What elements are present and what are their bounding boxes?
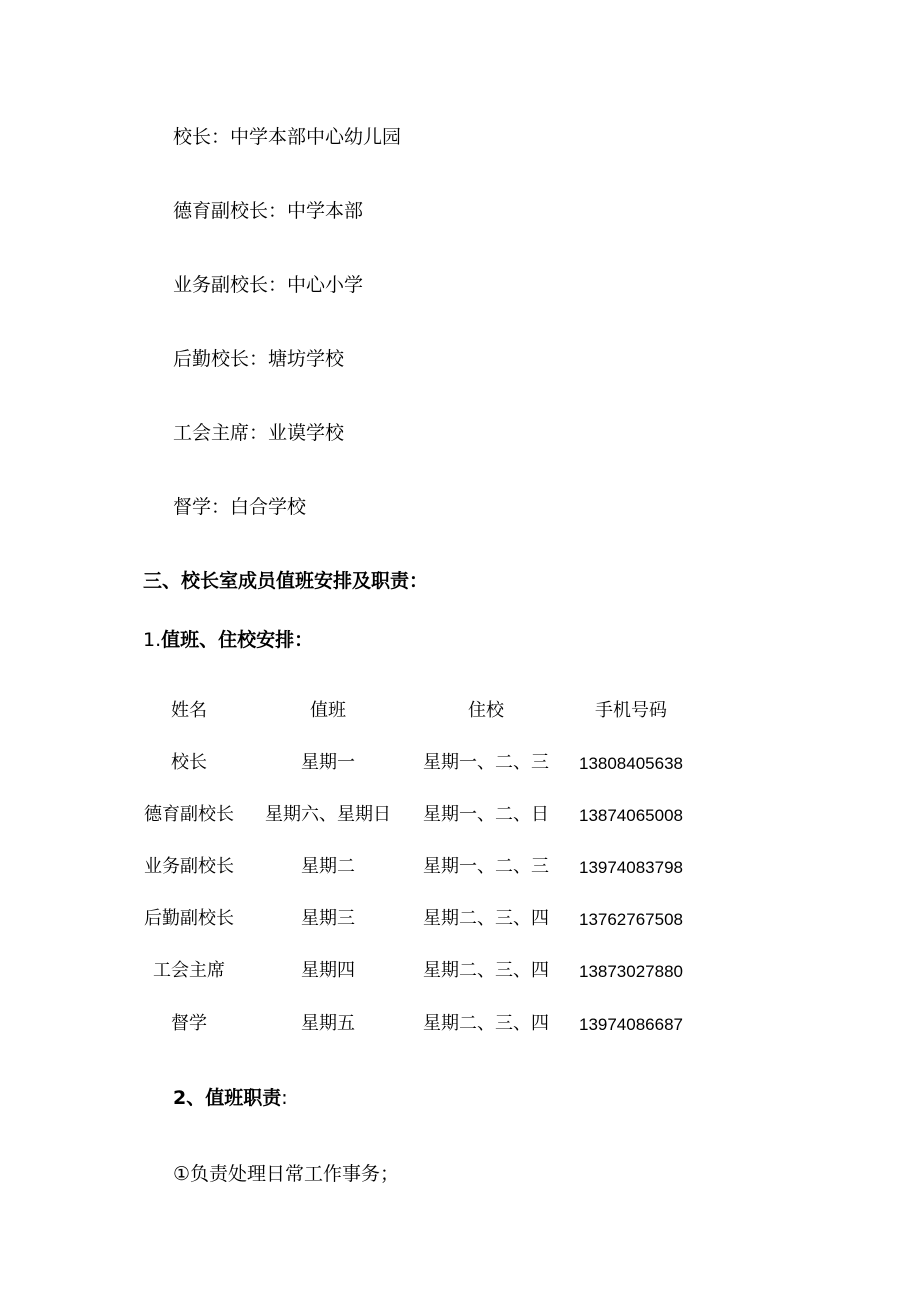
cell-residence: 星期二、三、四 [423, 908, 549, 929]
subsection-2-colon: : [281, 1087, 288, 1109]
role-line-logistics-principal: 后勤校长：塘坊学校 [173, 348, 345, 370]
cell-residence: 星期二、三、四 [423, 960, 549, 981]
cell-name: 业务副校长 [144, 856, 234, 877]
subsection-1-number: 1. [143, 629, 162, 651]
cell-phone: 13873027880 [578, 962, 684, 981]
cell-name: 德育副校长 [144, 804, 234, 825]
header-duty-day: 值班 [310, 700, 346, 721]
subsection-2-title: 2、值班职责 [173, 1087, 282, 1109]
duty-item-1: ①负责处理日常工作事务； [173, 1163, 400, 1185]
cell-phone: 13808405638 [578, 754, 684, 773]
cell-phone: 13762767508 [578, 910, 684, 929]
cell-phone: 13874065008 [578, 806, 684, 825]
section-3-heading: 三、校长室成员值班安排及职责： [143, 570, 429, 592]
role-line-moral-vice-principal: 德育副校长：中学本部 [173, 200, 364, 222]
cell-duty-day: 星期二 [301, 856, 355, 877]
cell-phone: 13974083798 [578, 858, 684, 877]
cell-residence: 星期一、二、三 [423, 856, 549, 877]
role-line-academic-vice-principal: 业务副校长：中心小学 [173, 274, 364, 296]
header-name: 姓名 [171, 700, 207, 721]
cell-duty-day: 星期六、星期日 [265, 804, 391, 825]
role-line-principal: 校长：中学本部中心幼儿园 [173, 126, 402, 148]
cell-name: 校长 [171, 752, 207, 773]
subsection-1-heading [143, 628, 313, 652]
cell-duty-day: 星期四 [301, 960, 355, 981]
role-line-inspector: 督学：白合学校 [173, 496, 307, 518]
cell-duty-day: 星期三 [301, 908, 355, 929]
subsection-2-heading [173, 1086, 288, 1110]
subsection-1-title: 值班、住校安排： [161, 629, 314, 651]
cell-residence: 星期一、二、三 [423, 752, 549, 773]
cell-name: 督学 [171, 1013, 207, 1034]
role-line-union-chair: 工会主席：业谟学校 [173, 422, 345, 444]
cell-name: 后勤副校长 [144, 908, 234, 929]
cell-residence: 星期二、三、四 [423, 1013, 549, 1034]
cell-name: 工会主席 [153, 960, 225, 981]
cell-duty-day: 星期五 [301, 1013, 355, 1034]
header-residence: 住校 [468, 700, 504, 721]
header-phone: 手机号码 [595, 700, 667, 721]
cell-phone: 13974086687 [578, 1015, 684, 1034]
cell-duty-day: 星期一 [301, 752, 355, 773]
cell-residence: 星期一、二、日 [423, 804, 549, 825]
